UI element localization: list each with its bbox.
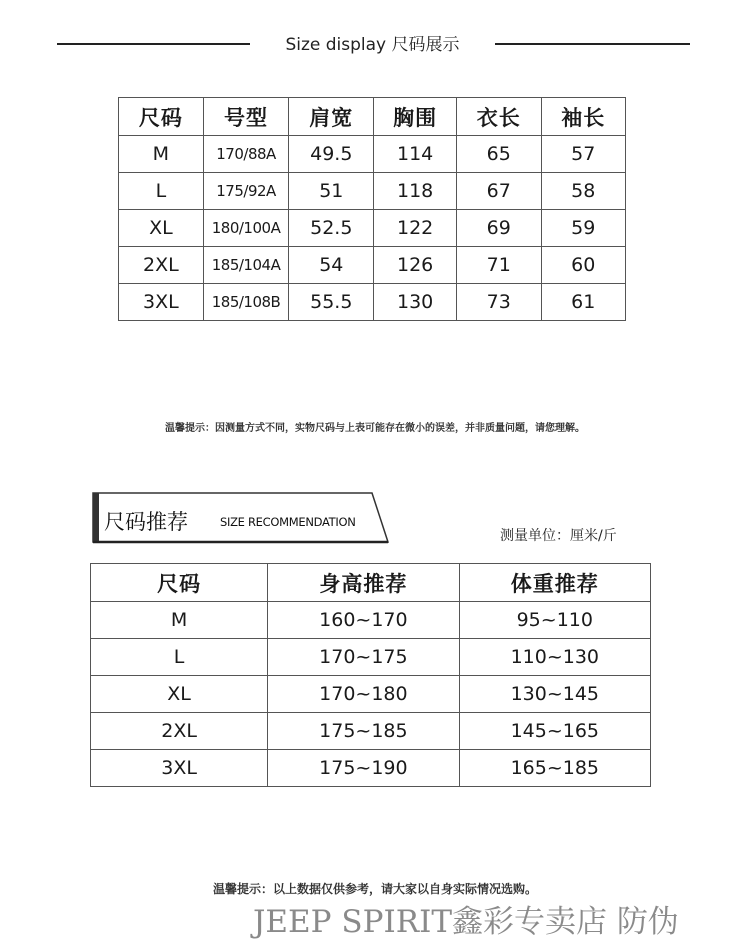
recommendation-banner — [90, 490, 390, 546]
cell-chest: 130 — [374, 284, 457, 321]
cell-length: 73 — [457, 284, 541, 321]
cell-length: 65 — [457, 136, 541, 173]
column-header-model: 号型 — [203, 98, 289, 136]
cell-height: 160~170 — [268, 602, 459, 639]
cell-size: 3XL — [119, 284, 204, 321]
cell-sleeve: 61 — [541, 284, 626, 321]
cell-weight: 145~165 — [459, 713, 650, 750]
cell-weight: 130~145 — [459, 676, 650, 713]
store-watermark: JEEP SPIRIT鑫彩专卖店 防伪 — [253, 904, 679, 940]
header-rule-right — [495, 43, 690, 45]
cell-size: 2XL — [119, 247, 204, 284]
cell-model: 185/104A — [203, 247, 289, 284]
cell-weight: 110~130 — [459, 639, 650, 676]
table-header-row — [119, 98, 626, 136]
cell-model: 180/100A — [203, 210, 289, 247]
cell-length: 71 — [457, 247, 541, 284]
cell-size: L — [91, 639, 268, 676]
column-header-size: 尺码 — [91, 564, 268, 602]
cell-model: 175/92A — [203, 173, 289, 210]
cell-sleeve: 58 — [541, 173, 626, 210]
cell-size: XL — [91, 676, 268, 713]
table-row — [91, 676, 651, 713]
cell-weight: 165~185 — [459, 750, 650, 787]
column-header-length: 衣长 — [457, 98, 541, 136]
table-row — [119, 173, 626, 210]
measurement-unit: 测量单位：厘米/斤 — [500, 528, 617, 544]
column-header-weight: 体重推荐 — [459, 564, 650, 602]
cell-height: 170~180 — [268, 676, 459, 713]
cell-chest: 118 — [374, 173, 457, 210]
cell-weight: 95~110 — [459, 602, 650, 639]
cell-sleeve: 57 — [541, 136, 626, 173]
cell-size: M — [91, 602, 268, 639]
size-display-table — [118, 97, 626, 321]
table-header-row — [91, 564, 651, 602]
size-recommendation-table — [90, 563, 651, 787]
cell-model: 170/88A — [203, 136, 289, 173]
cell-chest: 122 — [374, 210, 457, 247]
column-header-shoulder: 肩宽 — [289, 98, 374, 136]
cell-shoulder: 54 — [289, 247, 374, 284]
column-header-chest: 胸围 — [374, 98, 457, 136]
table-row — [91, 639, 651, 676]
cell-sleeve: 59 — [541, 210, 626, 247]
cell-shoulder: 52.5 — [289, 210, 374, 247]
column-header-sleeve: 袖长 — [541, 98, 626, 136]
recommendation-title: 尺码推荐 — [104, 510, 188, 534]
cell-size: XL — [119, 210, 204, 247]
cell-size: 2XL — [91, 713, 268, 750]
column-header-size: 尺码 — [119, 98, 204, 136]
cell-size: M — [119, 136, 204, 173]
page-title: Size display 尺码展示 — [285, 35, 460, 55]
column-header-height: 身高推荐 — [268, 564, 459, 602]
table-row — [91, 750, 651, 787]
cell-shoulder: 51 — [289, 173, 374, 210]
table-row — [119, 284, 626, 321]
cell-size: 3XL — [91, 750, 268, 787]
cell-length: 69 — [457, 210, 541, 247]
cell-height: 175~185 — [268, 713, 459, 750]
cell-height: 175~190 — [268, 750, 459, 787]
cell-size: L — [119, 173, 204, 210]
cell-length: 67 — [457, 173, 541, 210]
table-row — [119, 136, 626, 173]
cell-height: 170~175 — [268, 639, 459, 676]
table-row — [91, 602, 651, 639]
recommendation-subtitle: SIZE RECOMMENDATION — [220, 515, 356, 529]
table-row — [119, 210, 626, 247]
cell-sleeve: 60 — [541, 247, 626, 284]
cell-chest: 114 — [374, 136, 457, 173]
cell-model: 185/108B — [203, 284, 289, 321]
size-display-header — [0, 26, 750, 60]
measurement-note: 温馨提示：因测量方式不同，实物尺码与上表可能存在微小的误差，并非质量问题，请您理解。 — [165, 423, 585, 434]
header-rule-left — [57, 43, 250, 45]
cell-chest: 126 — [374, 247, 457, 284]
cell-shoulder: 55.5 — [289, 284, 374, 321]
table-row — [119, 247, 626, 284]
reference-note: 温馨提示：以上数据仅供参考，请大家以自身实际情况选购。 — [212, 882, 537, 896]
table-row — [91, 713, 651, 750]
cell-shoulder: 49.5 — [289, 136, 374, 173]
